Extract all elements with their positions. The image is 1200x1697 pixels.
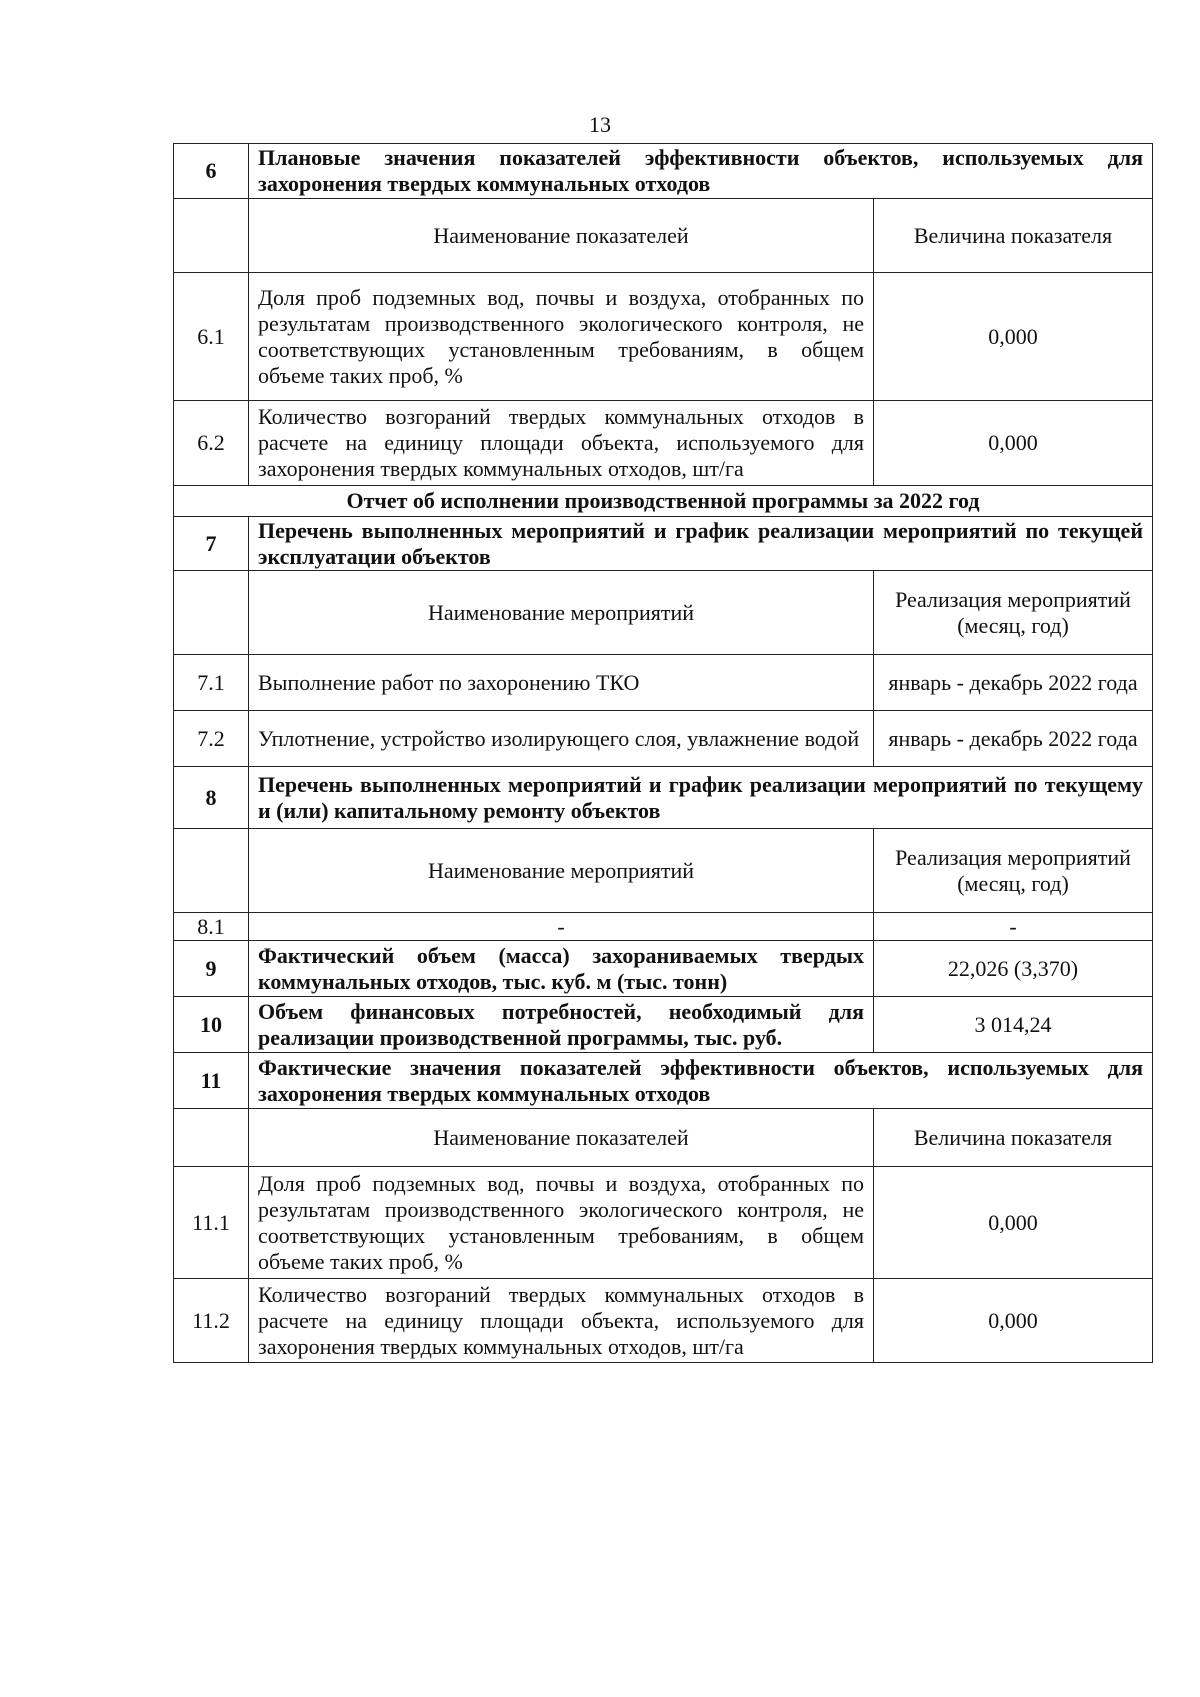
column-header-value: Реализация мероприятий (месяц, год): [874, 829, 1153, 913]
row-name: Уплотнение, устройство изолирующего слоя, увлажнение водой: [249, 711, 874, 767]
column-header-row: [174, 199, 1153, 273]
row-value: 0,000: [874, 1279, 1153, 1363]
column-header-value: Величина показателя: [874, 1109, 1153, 1167]
section-value: 22,026 (3,370): [874, 941, 1153, 997]
section-number: 11: [174, 1053, 249, 1109]
section-7-header: [174, 517, 1153, 571]
section-9-row: [174, 941, 1153, 997]
section-number: 6: [174, 144, 249, 199]
row-value: январь - декабрь 2022 года: [874, 711, 1153, 767]
row-value: 0,000: [874, 401, 1153, 486]
row-value: 0,000: [874, 273, 1153, 401]
table-row: [174, 655, 1153, 711]
section-number: 7: [174, 517, 249, 571]
report-title-row: [174, 486, 1153, 517]
section-title: Перечень выполненных мероприятий и график реализации мероприятий по текущей эксплуатации объектов: [249, 517, 1153, 571]
section-title: Фактические значения показателей эффективности объектов, используемых для захоронения твердых коммунальных отходов: [249, 1053, 1153, 1109]
report-title: Отчет об исполнении производственной программы за 2022 год: [174, 486, 1153, 517]
table-row: [174, 1279, 1153, 1363]
row-number: 6.2: [174, 401, 249, 486]
section-title: Объем финансовых потребностей, необходимый для реализации производственной программы, тыс. руб.: [249, 997, 874, 1053]
row-name: Количество возгораний твердых коммунальных отходов в расчете на единицу площади объекта, используемого для захоронения твердых коммунальных отходов, шт/га: [249, 1279, 874, 1363]
table-row: [174, 273, 1153, 401]
row-number: 11.1: [174, 1167, 249, 1279]
row-number: 11.2: [174, 1279, 249, 1363]
column-header-row: [174, 829, 1153, 913]
column-header-value: Реализация мероприятий (месяц, год): [874, 571, 1153, 655]
row-number: 7.1: [174, 655, 249, 711]
row-name: Выполнение работ по захоронению ТКО: [249, 655, 874, 711]
section-title: Плановые значения показателей эффективности объектов, используемых для захоронения твердых коммунальных отходов: [249, 144, 1153, 199]
empty-cell: [174, 1109, 249, 1167]
section-6-header: [174, 144, 1153, 199]
row-number: 6.1: [174, 273, 249, 401]
table-row: [174, 913, 1153, 941]
section-number: 9: [174, 941, 249, 997]
row-name: Количество возгораний твердых коммунальных отходов в расчете на единицу площади объекта, используемого для захоронения твердых коммунальных отходов, шт/га: [249, 401, 874, 486]
row-number: 8.1: [174, 913, 249, 941]
row-value: -: [874, 913, 1153, 941]
column-header-name: Наименование мероприятий: [249, 571, 874, 655]
table-row: [174, 401, 1153, 486]
empty-cell: [174, 829, 249, 913]
empty-cell: [174, 571, 249, 655]
section-title: Фактический объем (масса) захораниваемых твердых коммунальных отходов, тыс. куб. м (тыс. тонн): [249, 941, 874, 997]
column-header-value: Величина показателя: [874, 199, 1153, 273]
section-number: 8: [174, 767, 249, 829]
page-number: 13: [589, 112, 611, 137]
row-value: 0,000: [874, 1167, 1153, 1279]
section-10-row: [174, 997, 1153, 1053]
column-header-name: Наименование мероприятий: [249, 829, 874, 913]
program-report-table: [173, 143, 1153, 1363]
table-row: [174, 1167, 1153, 1279]
column-header-row: [174, 1109, 1153, 1167]
row-name: -: [249, 913, 874, 941]
empty-cell: [174, 199, 249, 273]
table-row: [174, 711, 1153, 767]
section-11-header: [174, 1053, 1153, 1109]
section-value: 3 014,24: [874, 997, 1153, 1053]
row-value: январь - декабрь 2022 года: [874, 655, 1153, 711]
row-name: Доля проб подземных вод, почвы и воздуха, отобранных по результатам производственного экологического контроля, не соответствующих установленным требованиям, в общем объеме таких проб, %: [249, 273, 874, 401]
section-number: 10: [174, 997, 249, 1053]
column-header-name: Наименование показателей: [249, 1109, 874, 1167]
section-8-header: [174, 767, 1153, 829]
section-title: Перечень выполненных мероприятий и график реализации мероприятий по текущему и (или) капитальному ремонту объектов: [249, 767, 1153, 829]
column-header-name: Наименование показателей: [249, 199, 874, 273]
row-number: 7.2: [174, 711, 249, 767]
row-name: Доля проб подземных вод, почвы и воздуха, отобранных по результатам производственного экологического контроля, не соответствующих установленным требованиям, в общем объеме таких проб, %: [249, 1167, 874, 1279]
column-header-row: [174, 571, 1153, 655]
